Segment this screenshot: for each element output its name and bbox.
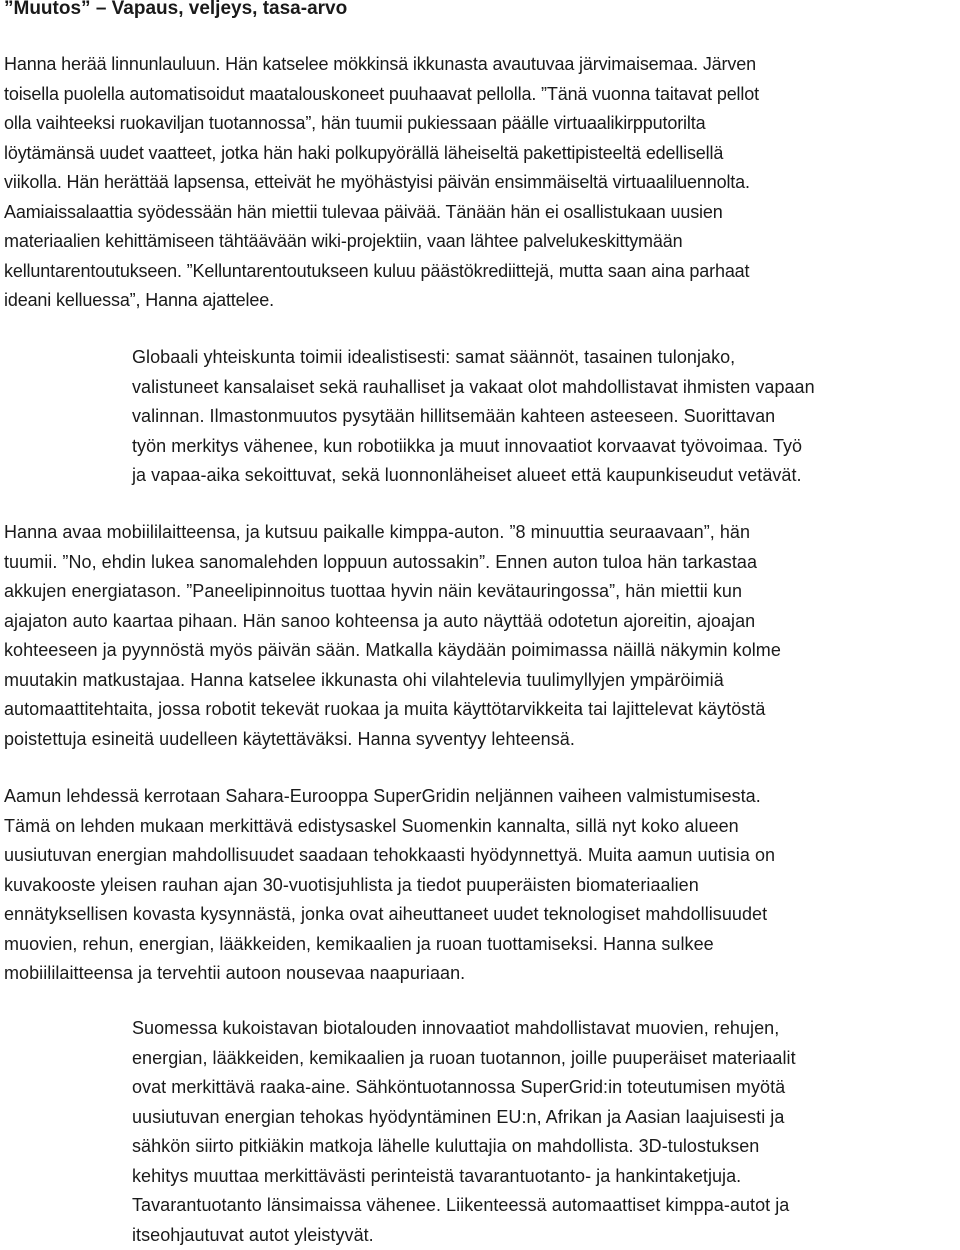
text-line: automaattitehtaita, jossa robotit tekevät ruokaa ja muita käyttötarvikkeita tai lajittelevat käytöstä (4, 695, 781, 725)
indented-paragraph-1 (132, 343, 815, 491)
text-line: energian, lääkkeiden, kemikaalien ja ruoan tuotannon, joille puuperäiset materiaalit (132, 1044, 796, 1074)
text-line: sähkön siirto pitkiäkin matkoja lähelle kuluttajia on mahdollista. 3D-tulostuksen (132, 1132, 796, 1162)
text-line: Tavarantuotanto länsimaissa vähenee. Liikenteessä automaattiset kimppa-autot ja (132, 1191, 796, 1221)
text-line: uusiutuvan energian mahdollisuudet saadaan tehokkaasti hyödynnettyä. Muita aamun uutisia on (4, 841, 775, 871)
text-line: Aamiaissalaattia syödessään hän miettii tulevaa päivää. Tänään hän ei osallistukaan uusien (4, 198, 759, 228)
text-line: mobiililaitteensa ja tervehtii autoon nousevaa naapuriaan. (4, 959, 775, 989)
text-line: itseohjautuvat autot yleistyvät. (132, 1221, 796, 1250)
text-line: ideani kelluessa”, Hanna ajattelee. (4, 286, 759, 316)
text-line: löytämänsä uudet vaatteet, jotka hän haki polkupyörällä läheiseltä pakettipisteeltä edellisellä (4, 139, 759, 169)
text-line: valinnan. Ilmastonmuutos pysytään hillitsemään kahteen asteeseen. Suorittavan (132, 402, 815, 432)
text-line: työn merkitys vähenee, kun robotiikka ja muut innovaatiot korvaavat työvoimaa. Työ (132, 432, 815, 462)
text-line: ovat merkittävä raaka-aine. Sähköntuotannossa SuperGrid:in toteutumisen myötä (132, 1073, 796, 1103)
text-line: Tämä on lehden mukaan merkittävä edistysaskel Suomenkin kannalta, sillä nyt koko alueen (4, 812, 775, 842)
paragraph-3 (4, 782, 775, 989)
text-line: Hanna herää linnunlauluun. Hän katselee mökkinsä ikkunasta avautuvaa järvimaisemaa. Järven (4, 50, 759, 80)
text-line: ennätyksellisen kovasta kysynnästä, jonka ovat aiheuttaneet uudet teknologiset mahdollisuudet (4, 900, 775, 930)
text-line: tuumii. ”No, ehdin lukea sanomalehden loppuun autossakin”. Ennen auton tuloa hän tarkastaa (4, 548, 781, 578)
text-line: ja vapaa-aika sekoittuvat, sekä luonnonläheiset alueet että kaupunkiseudut vetävät. (132, 461, 815, 491)
text-line: muovien, rehun, energian, lääkkeiden, kemikaalien ja ruoan tuottamiseksi. Hanna sulkee (4, 930, 775, 960)
text-line: Aamun lehdessä kerrotaan Sahara-Eurooppa SuperGridin neljännen vaiheen valmistumisesta. (4, 782, 775, 812)
text-line: kehitys muuttaa merkittävästi perinteistä tavarantuotanto- ja hankintaketjuja. (132, 1162, 796, 1192)
text-line: Globaali yhteiskunta toimii idealistisesti: samat säännöt, tasainen tulonjako, (132, 343, 815, 373)
document-title: ”Muutos” – Vapaus, veljeys, tasa-arvo (4, 0, 347, 22)
text-line: Hanna avaa mobiililaitteensa, ja kutsuu paikalle kimppa-auton. ”8 minuuttia seuraavaan”, hän (4, 518, 781, 548)
text-line: materiaalien kehittämiseen tähtäävään wiki-projektiin, vaan lähtee palvelukeskittymään (4, 227, 759, 257)
text-line: poistettuja esineitä uudelleen käytettäväksi. Hanna syventyy lehteensä. (4, 725, 781, 755)
paragraph-2 (4, 518, 781, 754)
text-line: muutakin matkustajaa. Hanna katselee ikkunasta ohi vilahtelevia tuulimyllyjen ympäröimiä (4, 666, 781, 696)
text-line: ajajaton auto kaartaa pihaan. Hän sanoo kohteensa ja auto näyttää odotetun ajoreitin, ajoajan (4, 607, 781, 637)
text-line: viikolla. Hän herättää lapsensa, etteivät he myöhästyisi päivän ensimmäiseltä virtuaaliluennolta. (4, 168, 759, 198)
indented-paragraph-2 (132, 1014, 796, 1250)
text-line: kohteeseen ja pyynnöstä myös päivän sään. Matkalla käydään poimimassa näillä näkymin kolme (4, 636, 781, 666)
text-line: kuvakooste yleisen rauhan ajan 30-vuotisjuhlista ja tiedot puuperäisten biomateriaalien (4, 871, 775, 901)
text-line: akkujen energiatason. ”Paneelipinnoitus tuottaa hyvin näin kevätauringossa”, hän miettii kun (4, 577, 781, 607)
text-line: olla vaihteeksi ruokaviljan tuotannossa”, hän tuumii pukiessaan päälle virtuaalikirpputorilta (4, 109, 759, 139)
text-line: toisella puolella automatisoidut maatalouskoneet puuhaavat pellolla. ”Tänä vuonna taitavat pellot (4, 80, 759, 110)
text-line: valistuneet kansalaiset sekä rauhalliset ja vakaat olot mahdollistavat ihmisten vapaan (132, 373, 815, 403)
text-line: uusiutuvan energian tehokas hyödyntäminen EU:n, Afrikan ja Aasian laajuisesti ja (132, 1103, 796, 1133)
text-line: kelluntarentoutukseen. ”Kelluntarentoutukseen kuluu päästökrediittejä, mutta saan aina parhaat (4, 257, 759, 287)
text-line: Suomessa kukoistavan biotalouden innovaatiot mahdollistavat muovien, rehujen, (132, 1014, 796, 1044)
paragraph-1 (4, 50, 759, 316)
